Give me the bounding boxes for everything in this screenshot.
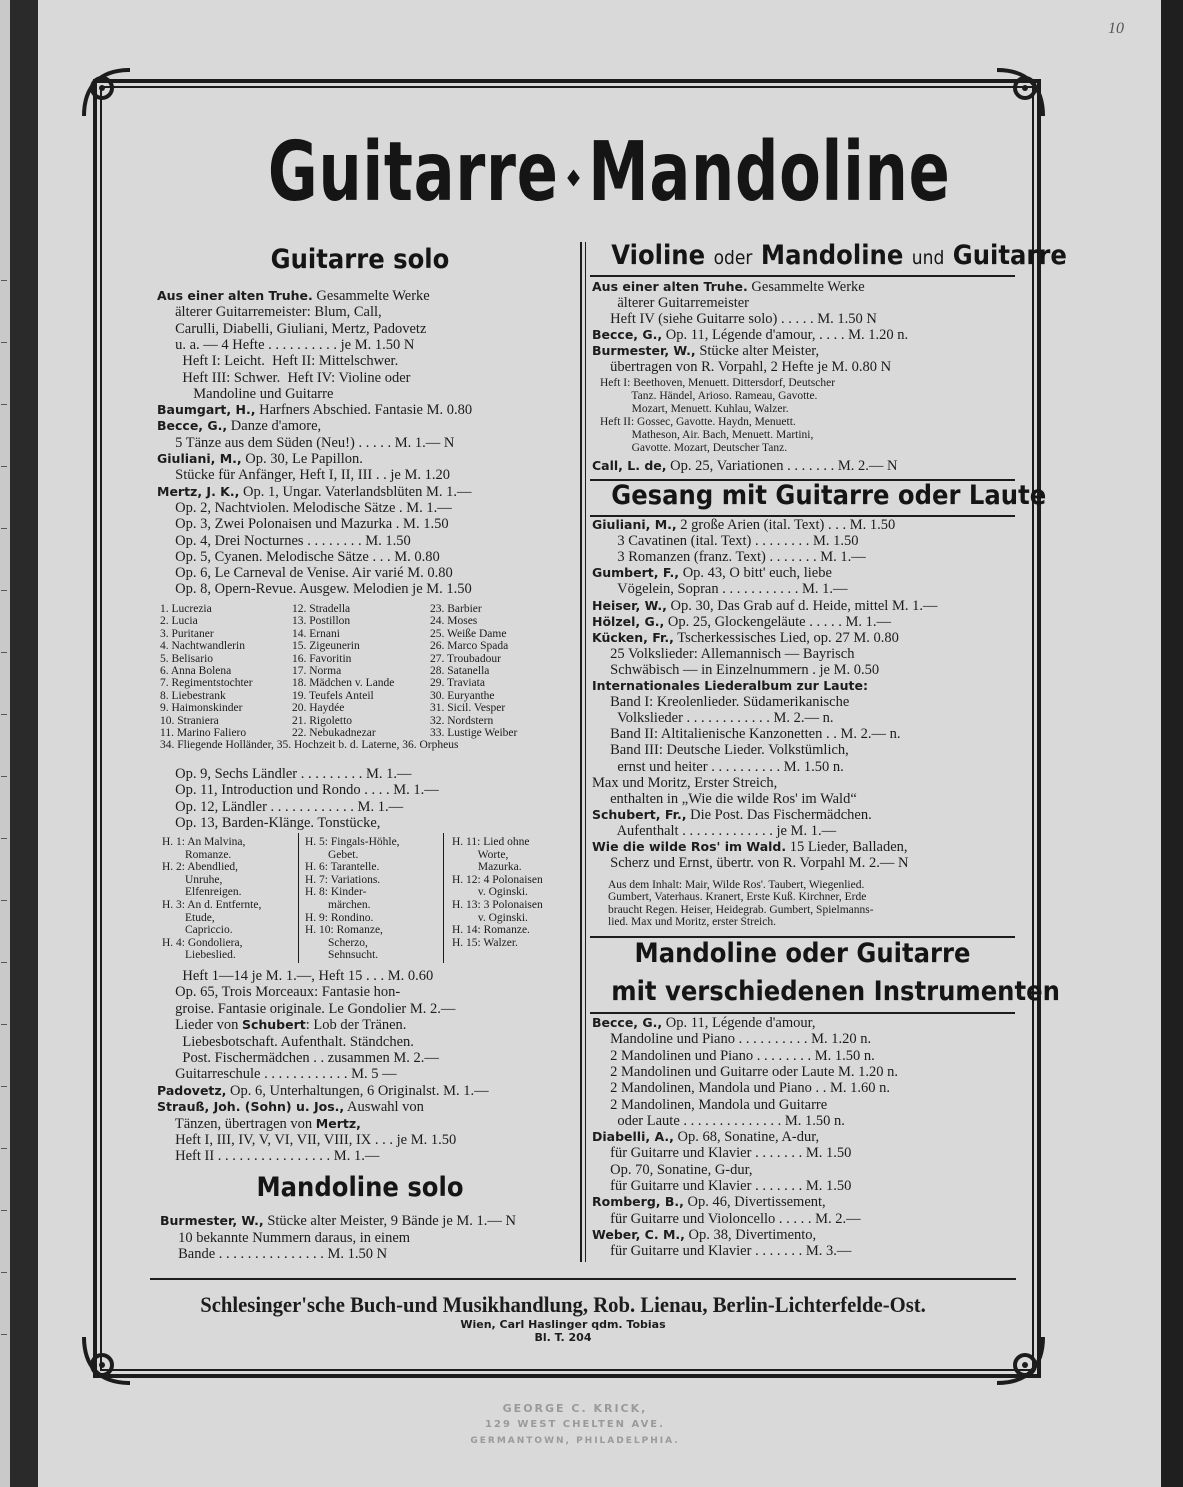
barden-item: Gebet.: [305, 848, 359, 861]
spine-tick: [1, 1334, 7, 1335]
contents-line: braucht Regen. Heiser, Heidegrab. Gumbert, Spielmanns-: [608, 903, 874, 916]
spine-tick: [1, 1148, 7, 1149]
catalog-entry: Op. 11, Introduction und Rondo . . . . M. 1.—: [157, 782, 439, 799]
opera-title: 2. Lucia: [160, 615, 198, 628]
opera-title: 25. Weiße Dame: [430, 627, 507, 640]
catalog-entry: Op. 6, Le Carneval de Venise. Air varié M. 0.80: [157, 565, 453, 582]
catalog-entry: Op. 9, Sechs Ländler . . . . . . . . . M. 1.—: [157, 766, 412, 782]
barden-item: H. 1: An Malvina,: [162, 836, 246, 848]
catalog-entry: Kücken, Fr., Tscherkessisches Lied, op. 27 M. 0.80: [592, 629, 899, 646]
catalog-entry: Guitarreschule . . . . . . . . . . . . M. 5 —: [157, 1066, 397, 1083]
barden-item: H. 8: Kinder-: [305, 886, 367, 899]
catalog-entry: Diabelli, A., Op. 68, Sonatine, A-dur,: [592, 1129, 820, 1146]
catalog-entry: Giuliani, M., Op. 30, Le Papillon.: [157, 451, 363, 467]
spine-tick: [1, 342, 7, 343]
headline-left: Guitarre: [267, 125, 559, 220]
catalog-entry: 10 bekannte Nummern daraus, in einem: [160, 1229, 411, 1246]
catalog-entry: Strauß, Joh. (Sohn) u. Jos., Auswahl von: [157, 1099, 424, 1116]
section-title-mandoline-solo: Mandoline solo: [256, 1172, 464, 1203]
adjacent-page-edge: [0, 0, 10, 1487]
opera-title: 16. Favoritin: [292, 652, 352, 665]
barden-item: Mazurka.: [452, 861, 522, 874]
barden-item: Sehnsucht.: [305, 949, 379, 962]
plate-number: Bl. T. 204: [534, 1331, 592, 1344]
catalog-entry: Becce, G., Op. 11, Légende d'amour,: [592, 1015, 816, 1031]
barden-item: H. 10: Romanze,: [305, 924, 383, 937]
spine-tick: [1, 1210, 7, 1211]
call-entry: Call, L. de, Op. 25, Variationen . . . . . . . M. 2.— N: [592, 458, 898, 474]
catalog-entry: Giuliani, M., 2 große Arien (ital. Text) . . . M. 1.50: [592, 517, 896, 533]
catalog-entry: Band II: Altitalienische Kanzonetten . . M. 2.— n.: [592, 726, 901, 743]
barden-item: Capriccio.: [162, 924, 233, 937]
barden-item: H. 15: Walzer.: [452, 936, 518, 949]
barden-item: H. 5: Fingals-Höhle,: [305, 836, 400, 848]
catalog-entry: Mertz, J. K., Op. 1, Ungar. Vaterlandsblüten M. 1.—: [157, 483, 472, 500]
opera-title: 10. Straniera: [160, 714, 219, 727]
contents-line: Tanz. Händel, Arioso. Rameau, Gavotte.: [600, 390, 818, 402]
catalog-entry: u. a. — 4 Hefte . . . . . . . . . . je M. 1.50 N: [157, 336, 415, 353]
catalog-entry: Max und Moritz, Erster Streich,: [592, 774, 778, 791]
opera-title: 4. Nachtwandlerin: [160, 640, 245, 653]
spine-tick: [1, 652, 7, 653]
barden-item: märchen.: [305, 899, 371, 911]
catalog-entry: Mandoline und Piano . . . . . . . . . . M. 1.20 n.: [592, 1031, 872, 1048]
catalog-entry: Op. 3, Zwei Polonaisen und Mazurka . M. 1.50: [157, 516, 449, 533]
catalog-entry: 2 Mandolinen und Guitarre oder Laute M. 1.20 n.: [592, 1063, 899, 1080]
catalog-entry: Aus einer alten Truhe. Gesammelte Werke: [592, 279, 865, 295]
catalog-entry: enthalten in „Wie die wilde Ros' im Wald“: [592, 790, 857, 807]
barden-item: Worte,: [452, 848, 509, 861]
contents-line: Heft II: Gossec, Gavotte. Haydn, Menuett.: [600, 416, 796, 428]
catalog-entry: Heft IV (siehe Guitarre solo) . . . . . M. 1.50 N: [592, 310, 877, 327]
catalog-entry: für Guitarre und Klavier . . . . . . . M. 1.50: [592, 1145, 852, 1162]
barden-divider-2: [443, 833, 444, 963]
opera-title: 3. Puritaner: [160, 627, 214, 640]
headline: [267, 125, 951, 221]
catalog-entry: groise. Fantasie originale. Le Gondolier M. 2.—: [157, 1000, 456, 1017]
section-title-mandoline-oder-guitarre: Mandoline oder Guitarre: [634, 938, 971, 969]
spine-tick: [1, 776, 7, 777]
book-spine: [0, 0, 38, 1487]
catalog-entry: Burmester, W., Stücke alter Meister, 9 Bände je M. 1.— N: [160, 1213, 516, 1229]
catalog-entry: Op. 13, Barden-Klänge. Tonstücke,: [157, 814, 381, 831]
catalog-entry: übertragen von R. Vorpahl, 2 Hefte je M. 0.80 N: [592, 358, 892, 375]
contents-line: Matheson, Air. Bach, Menuett. Martini,: [600, 429, 814, 441]
catalog-entry: Op. 2, Nachtviolen. Melodische Sätze . M. 1.—: [157, 499, 452, 516]
catalog-entry: Op. 5, Cyanen. Melodische Sätze . . . M. 0.80: [157, 548, 440, 565]
catalog-entry: Vögelein, Sopran . . . . . . . . . . . M. 1.—: [592, 581, 848, 598]
spine-tick: [1, 280, 7, 281]
catalog-entry: Volkslieder . . . . . . . . . . . . M. 2.— n.: [592, 710, 834, 727]
contents-line: lied. Max und Moritz, erster Streich.: [608, 916, 776, 929]
section-title-mit-instrumenten: mit verschiedenen Instrumenten: [611, 976, 1060, 1007]
opera-title: 23. Barbier: [430, 603, 482, 615]
opera-title: 17. Norma: [292, 665, 342, 677]
catalog-entry: Weber, C. M., Op. 38, Divertimento,: [592, 1226, 817, 1243]
catalog-entry: Heft II . . . . . . . . . . . . . . . . M. 1.—: [157, 1148, 380, 1165]
opera-title: 21. Rigoletto: [292, 714, 353, 727]
footer-rule: [150, 1278, 1016, 1280]
catalog-entry: Op. 12, Ländler . . . . . . . . . . . . M. 1.—: [157, 798, 404, 815]
opera-title: 27. Troubadour: [430, 652, 501, 665]
opera-title: 7. Regimentstochter: [160, 677, 253, 690]
catalog-entry: Becce, G., Op. 11, Légende d'amour, . . . . M. 1.20 n.: [592, 326, 909, 343]
opera-title: 14. Ernani: [292, 627, 340, 640]
spine-tick: [1, 1086, 7, 1087]
contents-line: Gavotte. Mozart, Deutscher Tanz.: [600, 442, 788, 454]
catalog-entry: Stücke für Anfänger, Heft I, II, III . . je M. 1.20: [157, 467, 450, 484]
opera-title: 19. Teufels Anteil: [292, 689, 374, 702]
catalog-entry: Baumgart, H., Harfners Abschied. Fantasie M. 0.80: [157, 402, 473, 419]
barden-item: H. 12: 4 Polonaisen: [452, 873, 543, 886]
opera-title-last: 34. Fliegende Holländer, 35. Hochzeit b. d. Laterne, 36. Orpheus: [160, 739, 459, 752]
catalog-entry: Internationales Liederalbum zur Laute:: [592, 678, 868, 693]
opera-title: 26. Marco Spada: [430, 640, 509, 653]
page-number: 10: [1108, 20, 1124, 37]
barden-item: H. 3: An d. Entfernte,: [162, 899, 262, 911]
catalog-entry: Aus einer alten Truhe. Gesammelte Werke: [157, 288, 430, 304]
opera-title: 12. Stradella: [292, 603, 351, 615]
catalog-entry: 5 Tänze aus dem Süden (Neu!) . . . . . M. 1.— N: [157, 434, 455, 451]
barden-item: H. 11: Lied ohne: [452, 836, 530, 848]
catalog-entry: 2 Mandolinen, Mandola und Piano . . M. 1.60 n.: [592, 1080, 891, 1097]
catalog-entry: Schubert, Fr., Die Post. Das Fischermädchen.: [592, 806, 872, 823]
corner-ornament-top-right: [993, 66, 1047, 120]
barden-item: H. 4: Gondoliera,: [162, 936, 243, 949]
spine-tick: [1, 404, 7, 405]
column-divider-thin: [585, 242, 586, 1262]
catalog-entry: Op. 70, Sonatine, G-dur,: [592, 1161, 753, 1178]
opera-title: 20. Haydée: [292, 702, 345, 715]
section-title-guitarre-solo: Guitarre solo: [270, 244, 450, 275]
catalog-entry: für Guitarre und Klavier . . . . . . . M. 3.—: [592, 1243, 852, 1260]
catalog-entry: oder Laute . . . . . . . . . . . . . . M. 1.50 n.: [592, 1112, 845, 1129]
section-title-violine: Violine oder Mandoline und Guitarre: [611, 240, 1067, 271]
catalog-entry: Padovetz, Op. 6, Unterhaltungen, 6 Originalst. M. 1.—: [157, 1082, 489, 1099]
column-divider: [580, 242, 582, 1262]
catalog-entry: Heft III: Schwer. Heft IV: Violine oder: [157, 369, 411, 386]
spine-tick: [1, 590, 7, 591]
spine-tick: [1, 900, 7, 901]
catalog-entry: älterer Guitarremeister: Blum, Call,: [157, 304, 382, 321]
opera-title: 8. Liebestrank: [160, 689, 226, 702]
contents-line: Gumbert, Vaterhaus. Kranert, Erste Kuß. Kirchner, Erde: [608, 891, 867, 904]
catalog-entry: Op. 8, Opern-Revue. Ausgew. Melodien je M. 1.50: [157, 581, 472, 598]
opera-title: 22. Nebukadnezar: [292, 727, 376, 739]
catalog-entry: Aufenthalt . . . . . . . . . . . . . je M. 1.—: [592, 822, 837, 839]
opera-title: 1. Lucrezia: [160, 603, 212, 615]
barden-item: H. 7: Variations.: [305, 873, 381, 886]
owner-stamp-line-2: 129 WEST CHELTEN AVE.: [485, 1419, 665, 1430]
spine-tick: [1, 1272, 7, 1273]
opera-title: 9. Haimonskinder: [160, 702, 243, 715]
catalog-entry: Liebesbotschaft. Aufenthalt. Ständchen.: [157, 1033, 414, 1050]
opera-title: 32. Nordstern: [430, 714, 494, 727]
catalog-entry: Romberg, B., Op. 46, Divertissement,: [592, 1194, 826, 1211]
section-title-gesang: Gesang mit Guitarre oder Laute: [611, 480, 1047, 511]
corner-ornament-top-left: [80, 66, 134, 120]
catalog-entry: Post. Fischermädchen . . zusammen M. 2.—: [157, 1050, 439, 1066]
barden-item: H. 13: 3 Polonaisen: [452, 899, 543, 911]
catalog-entry: Op. 65, Trois Morceaux: Fantasie hon-: [157, 984, 401, 1001]
barden-divider-1: [298, 833, 299, 963]
catalog-entry: Wie die wilde Ros' im Wald. 15 Lieder, Balladen,: [592, 839, 908, 855]
spine-tick: [1, 714, 7, 715]
headline-right: Mandoline: [588, 125, 951, 220]
barden-item: Liebeslied.: [162, 949, 236, 962]
catalog-entry: Heiser, W., Op. 30, Das Grab auf d. Heide, mittel M. 1.—: [592, 597, 938, 614]
opera-title: 30. Euryanthe: [430, 689, 495, 702]
barden-item: Elfenreigen.: [162, 886, 242, 899]
catalog-entry: Heft I: Leicht. Heft II: Mittelschwer.: [157, 353, 399, 370]
catalog-entry: Gumbert, F., Op. 43, O bitt' euch, liebe: [592, 565, 832, 582]
catalog-entry: Burmester, W., Stücke alter Meister,: [592, 342, 820, 359]
catalog-entry: Tänzen, übertragen von Mertz,: [157, 1115, 361, 1132]
catalog-entry: Op. 4, Drei Nocturnes . . . . . . . . M. 1.50: [157, 532, 411, 549]
opera-title: 13. Postillon: [292, 615, 351, 628]
spine-tick: [1, 962, 7, 963]
owner-stamp-line-1: GEORGE C. KRICK,: [502, 1402, 648, 1415]
opera-title: 11. Marino Faliero: [160, 727, 247, 739]
opera-title: 31. Sicil. Vesper: [430, 702, 506, 715]
catalog-entry: Scherz und Ernst, übertr. von R. Vorpahl M. 2.— N: [592, 855, 909, 872]
catalog-entry: Band I: Kreolenlieder. Südamerikanische: [592, 694, 850, 711]
catalog-entry: Heft 1—14 je M. 1.—, Heft 15 . . . M. 0.60: [157, 968, 434, 984]
contents-line: Mozart, Menuett. Kuhlau, Walzer.: [600, 403, 789, 415]
catalog-entry: Becce, G., Danze d'amore,: [157, 418, 322, 435]
catalog-entry: Carulli, Diabelli, Giuliani, Mertz, Padovetz: [157, 320, 427, 337]
barden-item: H. 6: Tarantelle.: [305, 861, 380, 874]
opera-title: 33. Lustige Weiber: [430, 727, 518, 739]
barden-item: H. 2: Abendlied,: [162, 861, 239, 874]
barden-item: H. 14: Romanze.: [452, 924, 530, 937]
barden-item: v. Oginski.: [452, 911, 528, 924]
barden-item: Etude,: [162, 911, 215, 924]
catalog-entry: Mandoline und Guitarre: [157, 385, 334, 402]
spine-tick: [1, 838, 7, 839]
catalog-entry: 2 Mandolinen, Mandola und Guitarre: [592, 1096, 828, 1113]
rule-violine: [590, 275, 1015, 277]
catalog-entry: älterer Guitarremeister: [592, 294, 750, 311]
catalog-entry: 3 Romanzen (franz. Text) . . . . . . . M. 1.—: [592, 549, 866, 566]
catalog-entry: Band III: Deutsche Lieder. Volkstümlich,: [592, 742, 849, 759]
catalog-entry: 25 Volkslieder: Allemannisch — Bayrisch: [592, 645, 855, 662]
opera-title: 28. Satanella: [430, 665, 490, 677]
catalog-entry: für Guitarre und Violoncello . . . . . M. 2.—: [592, 1210, 861, 1227]
rule-mg-bottom: [590, 1012, 1015, 1014]
catalog-entry: Hölzel, G., Op. 25, Glockengeläute . . . . . M. 1.—: [592, 613, 891, 630]
spine-tick: [1, 466, 7, 467]
opera-title: 29. Traviata: [430, 677, 485, 690]
barden-item: v. Oginski.: [452, 886, 528, 899]
catalog-entry: 2 Mandolinen und Piano . . . . . . . . M. 1.50 n.: [592, 1047, 875, 1064]
opera-title: 15. Zigeunerin: [292, 640, 360, 653]
catalog-entry: Schwäbisch — in Einzelnummern . je M. 0.50: [592, 661, 880, 678]
barden-item: Scherzo,: [305, 936, 368, 949]
contents-line: Aus dem Inhalt: Mair, Wilde Ros'. Taubert, Wiegenlied.: [608, 879, 865, 891]
catalog-entry: Bande . . . . . . . . . . . . . . . M. 1.50 N: [160, 1246, 388, 1262]
barden-item: H. 9: Rondino.: [305, 911, 374, 924]
spine-tick: [1, 528, 7, 529]
barden-item: Romanze.: [162, 848, 232, 861]
opera-title: 5. Belisario: [160, 652, 214, 665]
contents-line: Heft I: Beethoven, Menuett. Dittersdorf, Deutscher: [600, 377, 836, 389]
opera-title: 18. Mädchen v. Lande: [292, 677, 395, 690]
publisher-line: Schlesinger'sche Buch-und Musikhandlung, Rob. Lienau, Berlin-Lichterfelde-Ost.: [200, 1292, 926, 1317]
vienna-line: Wien, Carl Haslinger qdm. Tobias: [460, 1318, 666, 1331]
catalog-entry: 3 Cavatinen (ital. Text) . . . . . . . . M. 1.50: [592, 533, 859, 550]
catalog-entry: Lieder von Schubert: Lob der Tränen.: [157, 1017, 407, 1034]
catalog-entry: ernst und heiter . . . . . . . . . . M. 1.50 n.: [592, 758, 844, 775]
spine-tick: [1, 1024, 7, 1025]
barden-item: Unruhe,: [162, 873, 223, 886]
catalog-entry: für Guitarre und Klavier . . . . . . . M. 1.50: [592, 1178, 852, 1194]
diamond-ornament: [567, 169, 580, 186]
opera-title: 24. Moses: [430, 615, 478, 628]
catalog-entry: Heft I, III, IV, V, VI, VII, VIII, IX . . . je M. 1.50: [157, 1132, 457, 1148]
opera-title: 6. Anna Bolena: [160, 665, 232, 677]
owner-stamp-line-3: GERMANTOWN, PHILADELPHIA.: [470, 1436, 680, 1446]
